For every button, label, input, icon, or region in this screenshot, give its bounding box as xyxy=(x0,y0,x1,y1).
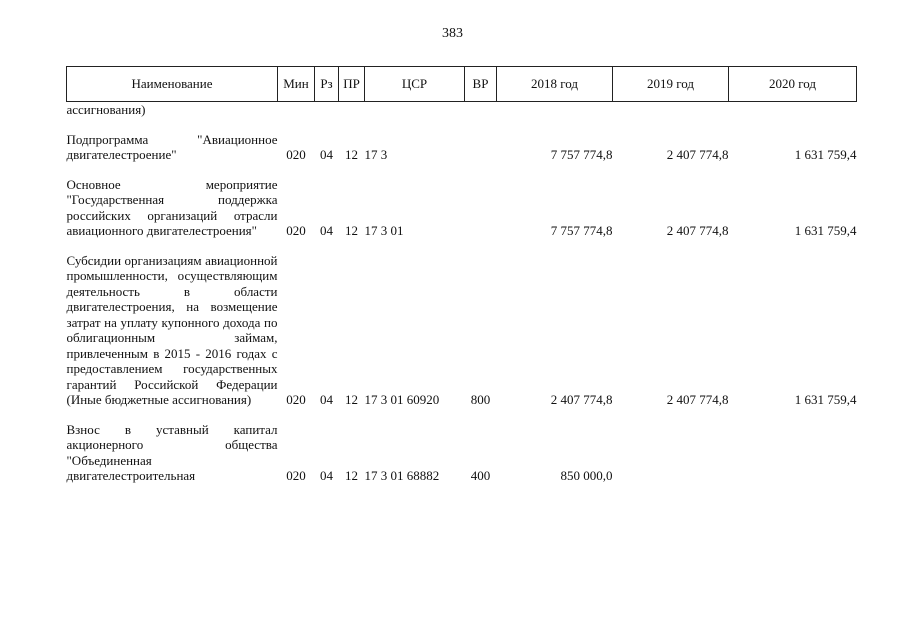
row-2019: 2 407 774,8 xyxy=(666,147,729,162)
row-2019 xyxy=(613,422,729,484)
row-pr: 12 xyxy=(345,147,358,162)
table-header-row xyxy=(67,67,857,102)
row-rz: 04 xyxy=(320,147,333,162)
header-min: Мин xyxy=(278,67,315,102)
row-2020: 1 631 759,4 xyxy=(794,223,857,238)
row-min: 020 xyxy=(286,223,306,238)
row-pr: 12 xyxy=(345,468,358,483)
continuation-text: ассигнования) xyxy=(66,102,146,117)
row-2018: 7 757 774,8 xyxy=(550,223,613,238)
row-min: 020 xyxy=(286,147,306,162)
header-name: Наименование xyxy=(67,67,278,102)
row-2019: 2 407 774,8 xyxy=(666,392,729,407)
row-2019: 2 407 774,8 xyxy=(666,223,729,238)
row-csr: 17 3 01 60920 xyxy=(364,392,440,407)
budget-table xyxy=(66,66,857,484)
table-row xyxy=(67,132,857,163)
header-csr: ЦСР xyxy=(365,67,465,102)
header-rz: Рз xyxy=(315,67,339,102)
continuation-row xyxy=(67,102,857,118)
row-vr xyxy=(465,177,497,239)
row-name: Основное мероприятие "Государственная поддержка российских организаций отрасли авиационного двигателестроения" xyxy=(66,176,278,238)
row-pr: 12 xyxy=(345,223,358,238)
row-name: Подпрограмма "Авиационное двигателестроение" xyxy=(66,131,278,162)
row-2020: 1 631 759,4 xyxy=(794,392,857,407)
row-vr xyxy=(465,132,497,163)
row-vr: 400 xyxy=(470,468,491,483)
header-2020: 2020 год xyxy=(729,67,857,102)
row-pr: 12 xyxy=(345,392,358,407)
page-number: 383 xyxy=(442,26,463,41)
header-2018: 2018 год xyxy=(497,67,613,102)
header-vr: ВР xyxy=(465,67,497,102)
row-vr: 800 xyxy=(470,392,491,407)
row-min: 020 xyxy=(286,392,306,407)
row-csr: 17 3 01 xyxy=(364,223,404,238)
row-csr: 17 3 xyxy=(364,147,388,162)
table-row xyxy=(67,422,857,484)
row-rz: 04 xyxy=(320,392,333,407)
row-csr: 17 3 01 68882 xyxy=(364,468,440,483)
header-2019: 2019 год xyxy=(613,67,729,102)
row-rz: 04 xyxy=(320,468,333,483)
row-2018: 2 407 774,8 xyxy=(550,392,613,407)
row-rz: 04 xyxy=(320,223,333,238)
header-pr: ПР xyxy=(339,67,365,102)
row-2020 xyxy=(729,422,857,484)
table-row xyxy=(67,177,857,239)
row-2018: 7 757 774,8 xyxy=(550,147,613,162)
row-2020: 1 631 759,4 xyxy=(794,147,857,162)
row-2018: 850 000,0 xyxy=(560,468,613,483)
row-name: Взнос в уставный капитал акционерного общества "Объединенная двигателестроительная xyxy=(66,421,278,483)
row-name: Субсидии организациям авиационной промышленности, осуществляющим деятельность в области двигателестроения, на возмещение затрат на уплату купонного дохода по облигационным займам, привлеченным в 2015 - 2016 годах с предоставлением государственных гарантий Российской Федерации (Иные бюджетные ассигнования) xyxy=(66,252,278,407)
row-min: 020 xyxy=(286,468,306,483)
table-row xyxy=(67,253,857,408)
